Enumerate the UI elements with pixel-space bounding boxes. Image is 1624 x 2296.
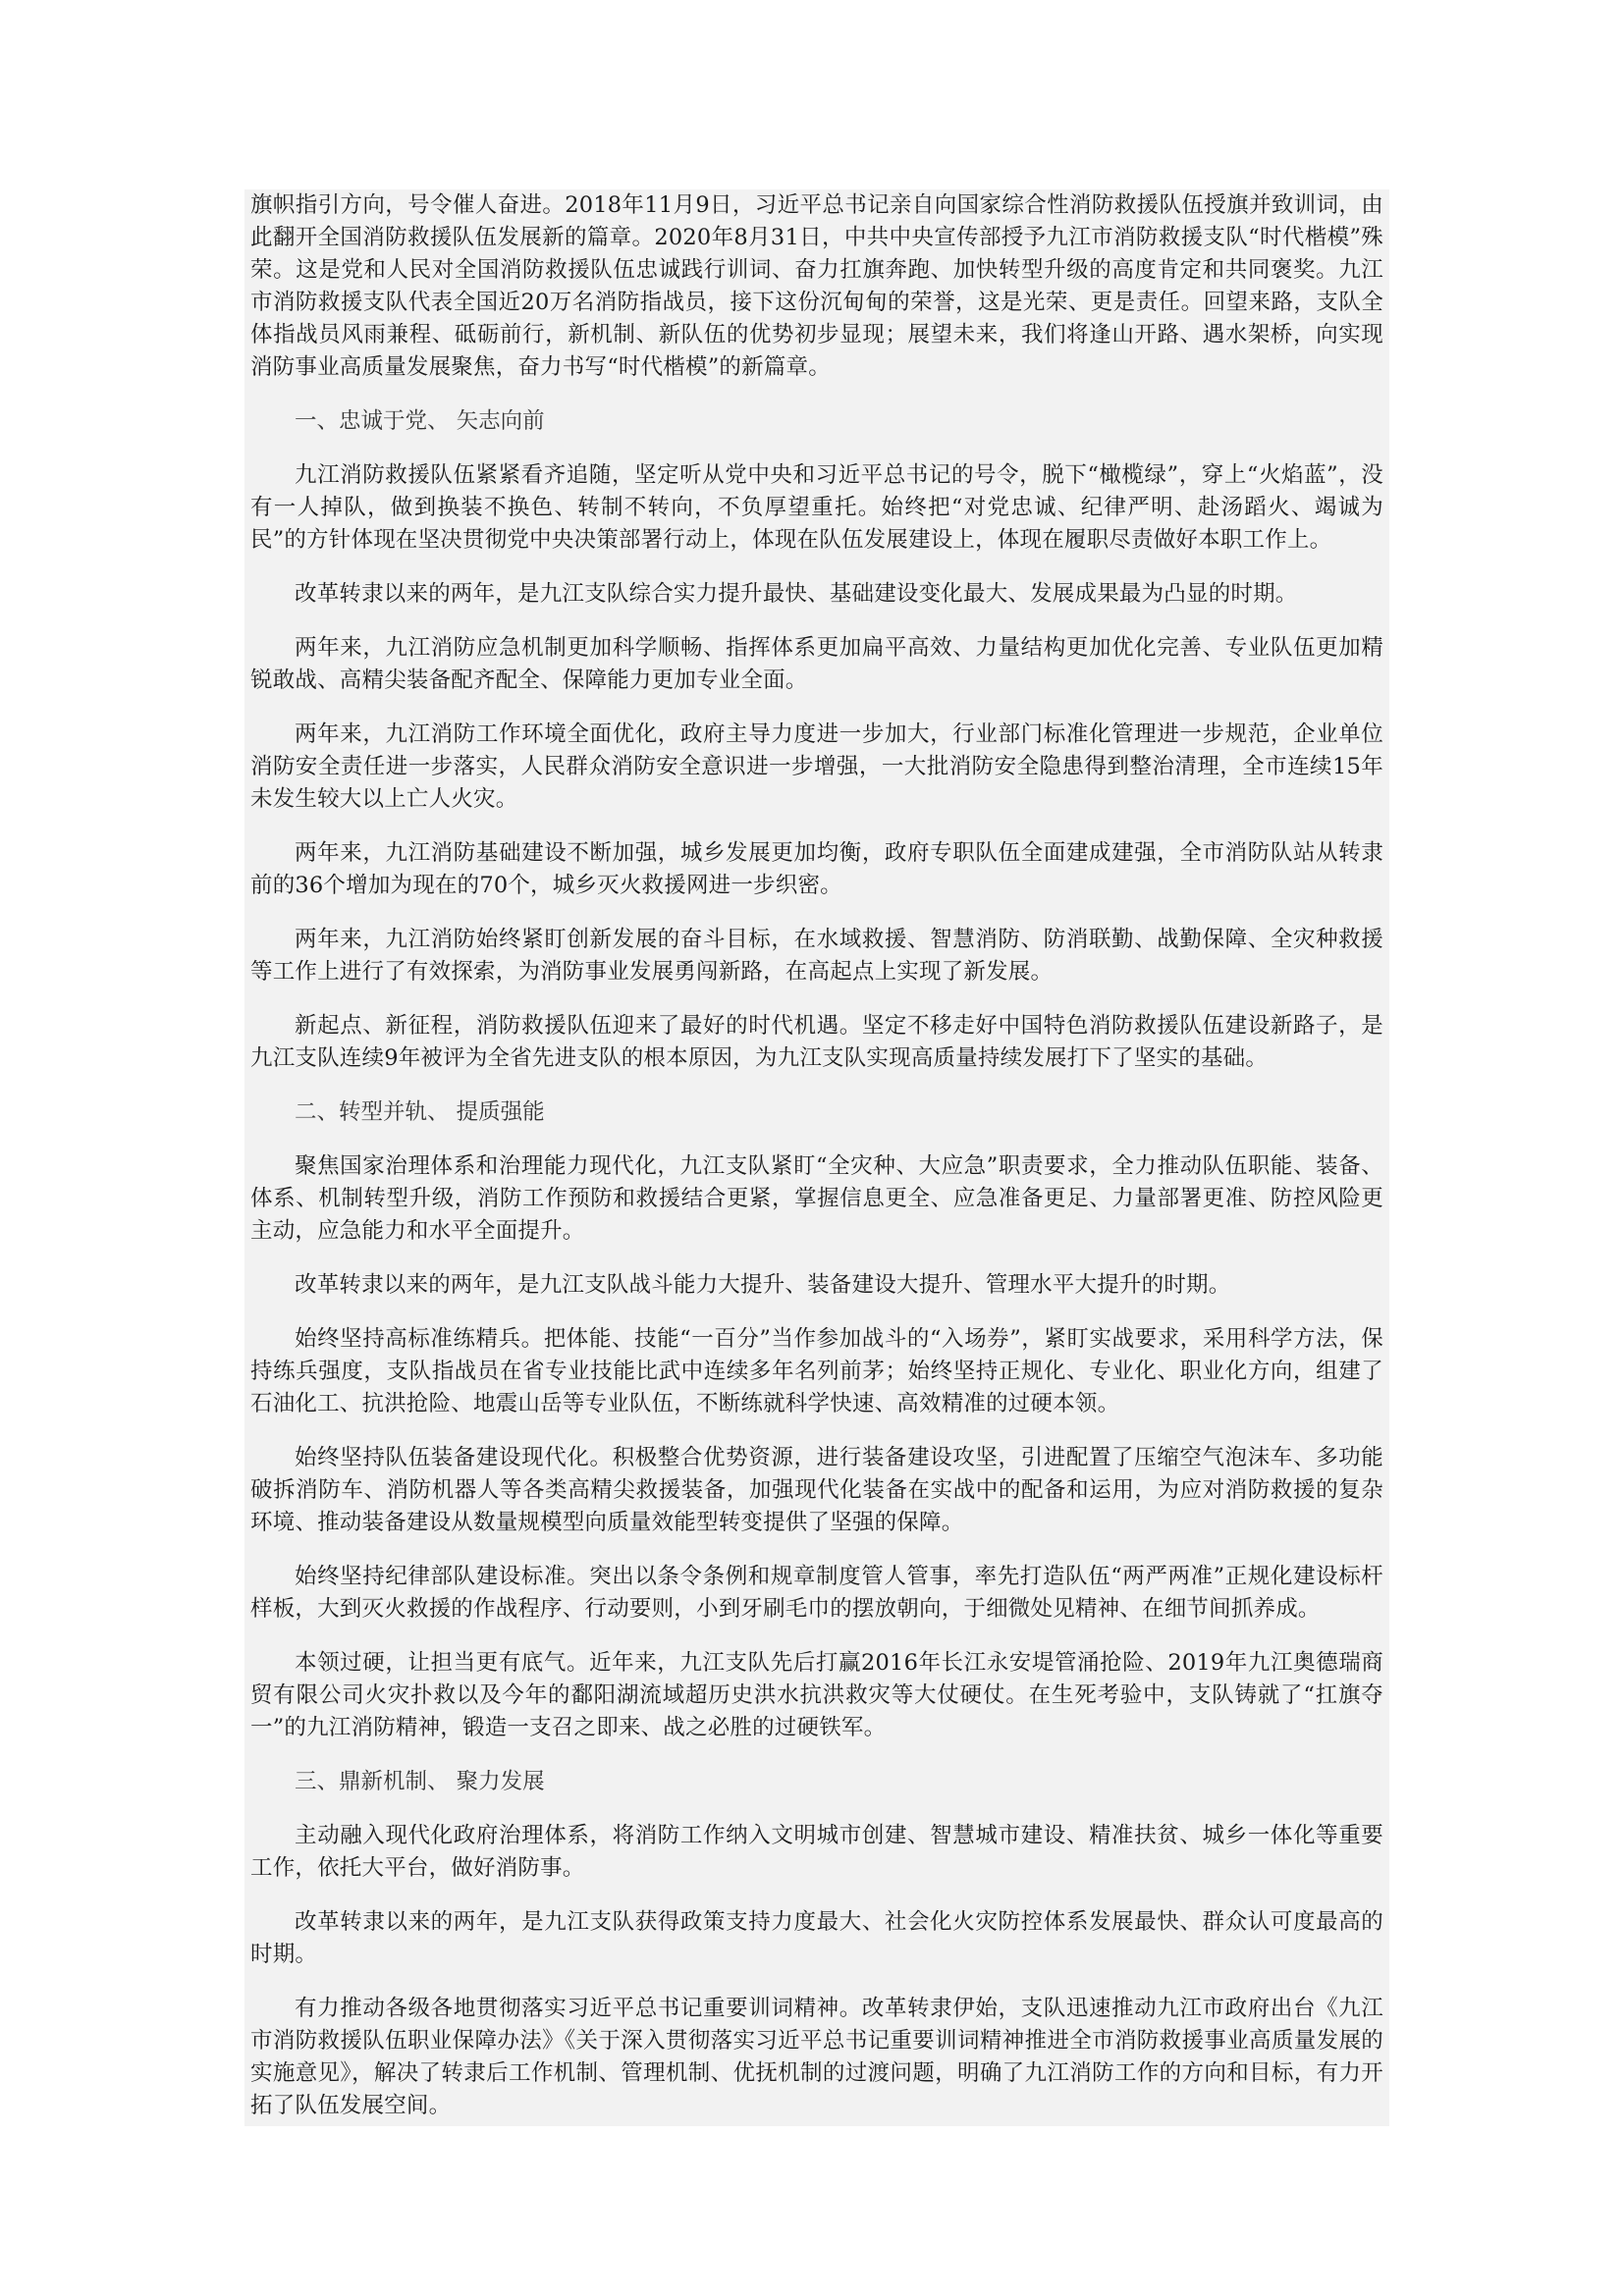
section-3-paragraph: 改革转隶以来的两年，是九江支队获得政策支持力度最大、社会化火灾防控体系发展最快、群众认可度最高的时期。 [250, 1909, 1383, 1967]
section-1-paragraph: 两年来，九江消防工作环境全面优化，政府主导力度进一步加大，行业部门标准化管理进一步规范，企业单位消防安全责任进一步落实，人民群众消防安全意识进一步增强，一大批消防安全隐患得到整治清理，全市连续15年未发生较大以上亡人火灾。 [250, 721, 1383, 812]
section-1-paragraph: 改革转隶以来的两年，是九江支队综合实力提升最快、基础建设变化最大、发展成果最为凸显的时期。 [295, 581, 1298, 607]
section-3-paragraph: 有力推动各级各地贯彻落实习近平总书记重要训词精神。改革转隶伊始，支队迅速推动九江市政府出台《九江市消防救援队伍职业保障办法》《关于深入贯彻落实习近平总书记重要训词精神推进全市消防救援事业高质量发展的实施意见》，解决了转隶后工作机制、管理机制、优抚机制的过渡问题，明确了九江消防工作的方向和目标，有力开拓了队伍发展空间。 [250, 1996, 1383, 2118]
section-2-paragraph: 聚焦国家治理体系和治理能力现代化，九江支队紧盯“全灾种、大应急”职责要求，全力推动队伍职能、装备、体系、机制转型升级，消防工作预防和救援结合更紧，掌握信息更全、应急准备更足、力量部署更准、防控风险更主动，应急能力和水平全面提升。 [250, 1153, 1383, 1244]
section-1-heading: 一、忠诚于党、 矢志向前 [295, 408, 545, 434]
section-3-heading: 三、鼎新机制、 聚力发展 [295, 1769, 545, 1794]
article-body [244, 189, 1389, 2126]
section-1-paragraph: 两年来，九江消防应急机制更加科学顺畅、指挥体系更加扁平高效、力量结构更加优化完善、专业队伍更加精锐敢战、高精尖装备配齐配全、保障能力更加专业全面。 [250, 635, 1383, 693]
section-2-paragraph: 改革转隶以来的两年，是九江支队战斗能力大提升、装备建设大提升、管理水平大提升的时期。 [295, 1272, 1231, 1298]
section-1-paragraph: 新起点、新征程，消防救援队伍迎来了最好的时代机遇。坚定不移走好中国特色消防救援队伍建设新路子，是九江支队连续9年被评为全省先进支队的根本原因，为九江支队实现高质量持续发展打下了坚实的基础。 [250, 1013, 1383, 1071]
section-2-paragraph: 始终坚持纪律部队建设标准。突出以条令条例和规章制度管人管事，率先打造队伍“两严两准”正规化建设标杆样板，大到灭火救援的作战程序、行动要则，小到牙刷毛巾的摆放朝向，于细微处见精神、在细节间抓养成。 [250, 1564, 1383, 1622]
section-1-paragraph: 两年来，九江消防基础建设不断加强，城乡发展更加均衡，政府专职队伍全面建成建强，全市消防队站从转隶前的36个增加为现在的70个，城乡灭火救援网进一步织密。 [250, 840, 1383, 898]
section-2-paragraph: 本领过硬，让担当更有底气。近年来，九江支队先后打赢2016年长江永安堤管涌抢险、2019年九江奥德瑞商贸有限公司火灾扑救以及今年的鄱阳湖流域超历史洪水抗洪救灾等大仗硬仗。在生死考验中，支队铸就了“扛旗夺一”的九江消防精神，锻造一支召之即来、战之必胜的过硬铁军。 [250, 1650, 1383, 1740]
section-3-paragraph: 主动融入现代化政府治理体系，将消防工作纳入文明城市创建、智慧城市建设、精准扶贫、城乡一体化等重要工作，依托大平台，做好消防事。 [250, 1823, 1383, 1881]
intro-paragraph: 旗帜指引方向，号令催人奋进。2018年11月9日，习近平总书记亲自向国家综合性消防救援队伍授旗并致训词，由此翻开全国消防救援队伍发展新的篇章。2020年8月31日，中共中央宣传部授予九江市消防救援支队“时代楷模”殊荣。这是党和人民对全国消防救援队伍忠诚践行训词、奋力扛旗奔跑、加快转型升级的高度肯定和共同褒奖。九江市消防救援支队代表全国近20万名消防指战员，接下这份沉甸甸的荣誉，这是光荣、更是责任。回望来路，支队全体指战员风雨兼程、砥砺前行，新机制、新队伍的优势初步显现；展望未来，我们将逢山开路、遇水架桥，向实现消防事业高质量发展聚焦，奋力书写“时代楷模”的新篇章。 [250, 192, 1383, 380]
section-2-paragraph: 始终坚持队伍装备建设现代化。积极整合优势资源，进行装备建设攻坚，引进配置了压缩空气泡沫车、多功能破拆消防车、消防机器人等各类高精尖救援装备，加强现代化装备在实战中的配备和运用，为应对消防救援的复杂环境、推动装备建设从数量规模型向质量效能型转变提供了坚强的保障。 [250, 1445, 1383, 1535]
section-2-paragraph: 始终坚持高标准练精兵。把体能、技能“一百分”当作参加战斗的“入场券”，紧盯实战要求，采用科学方法，保持练兵强度，支队指战员在省专业技能比武中连续多年名列前茅；始终坚持正规化、专业化、职业化方向，组建了石油化工、抗洪抢险、地震山岳等专业队伍，不断练就科学快速、高效精准的过硬本领。 [250, 1326, 1383, 1416]
section-1-paragraph: 两年来，九江消防始终紧盯创新发展的奋斗目标，在水域救援、智慧消防、防消联勤、战勤保障、全灾种救援等工作上进行了有效探索，为消防事业发展勇闯新路，在高起点上实现了新发展。 [250, 927, 1383, 985]
section-1-paragraph: 九江消防救援队伍紧紧看齐追随，坚定听从党中央和习近平总书记的号令，脱下“橄榄绿”，穿上“火焰蓝”，没有一人掉队，做到换装不换色、转制不转向，不负厚望重托。始终把“对党忠诚、纪律严明、赴汤蹈火、竭诚为民”的方针体现在坚决贯彻党中央决策部署行动上，体现在队伍发展建设上，体现在履职尽责做好本职工作上。 [250, 462, 1383, 553]
section-2-heading: 二、转型并轨、 提质强能 [295, 1099, 545, 1125]
